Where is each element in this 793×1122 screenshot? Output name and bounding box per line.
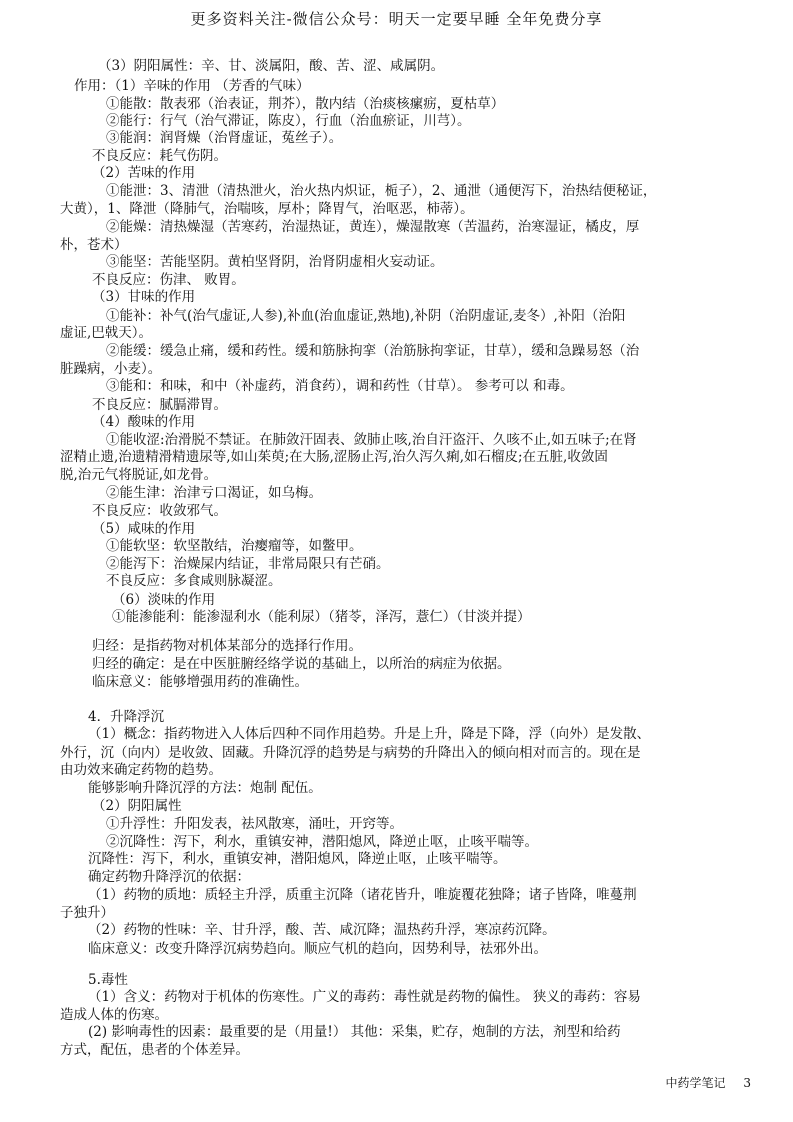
text-line: 方式，配伍，患者的个体差异。 (60, 1042, 249, 1058)
text-line: （3）甘味的作用 (92, 289, 196, 306)
text-line: 不良反应：腻膈滞胃。 (92, 396, 227, 413)
text-line: （2）阴阳属性 (92, 798, 182, 815)
text-line: 涩精止遗,治遗精滑精遗尿等,如山茱萸;在大肠,涩肠止泻,治久泻久痢,如石榴皮;在五脏,收敛固 (60, 449, 608, 466)
text-line: （5）咸味的作用 (92, 520, 196, 537)
text-line: （3）阴阳属性：辛、甘、淡属阳，酸、苦、涩、咸属阴。 (98, 58, 445, 74)
text-line: ②能缓：缓急止痛，缓和药性。缓和筋脉拘挛（治筋脉拘挛证，甘草），缓和急躁易怒（治 (106, 342, 640, 359)
text-line: 脏躁病，小麦）。 (60, 360, 162, 377)
text-line: ②能泻下：治燥屎内结证，非常局限只有芒硝。 (106, 555, 390, 572)
text-line: 造成人体的伤寒。 (60, 1006, 168, 1023)
text-line: ①能泄：3、清泄（清热泄火，治火热内炽证，栀子），2、通泄（通便泻下，治热结便秘证， (106, 182, 657, 199)
text-line: （2）苦味的作用 (92, 165, 196, 182)
text-line: ②沉降性：泻下，利水，重镇安神，潜阳熄风，降逆止呕，止咳平喘等。 (106, 833, 538, 850)
text-line: 不良反应：耗气伤阴。 (92, 147, 227, 164)
footer-title: 中药学笔记 (665, 1076, 726, 1090)
text-line: 大黄），1、降泄（降肺气，治喘咳，厚朴；降胃气，治呕恶，柿蒂）。 (60, 200, 474, 217)
text-line: 虚证,巴戟天）。 (60, 325, 153, 342)
page-header: 更多资料关注-微信公众号：明天一定要早睡 全年免费分享 (190, 10, 603, 28)
text-line: ②能行：行气（治气滞证，陈皮），行血（治血瘀证，川芎）。 (106, 112, 471, 129)
text-line: 4．升降浮沉 (88, 708, 165, 725)
text-line: ①能软坚：软坚散结，治瘿瘤等，如鳖甲。 (106, 538, 363, 555)
text-line: 临床意义：能够增强用药的准确性。 (92, 674, 308, 691)
text-line: （2）药物的性味：辛、甘升浮，酸、苦、咸沉降；温热药升浮，寒凉药沉降。 (88, 922, 556, 939)
text-line: 沉降性：泻下，利水，重镇安神，潜阳熄风，降逆止呕，止咳平喘等。 (88, 851, 507, 868)
text-line: ①能补：补气(治气虚证,人参),补血(治血虚证,熟地),补阴（治阴虚证,麦冬）,补阳（治阳 (106, 307, 626, 324)
text-line: 朴，苍术） (60, 236, 128, 253)
text-line: 临床意义：改变升降浮沉病势趋向。顺应气机的趋向，因势利导，祛邪外出。 (88, 940, 547, 957)
page-footer (652, 1074, 751, 1091)
text-line: ③能和：和味，和中（补虚药，消食药），调和药性（甘草）。 参考可以 和毒。 (106, 378, 574, 395)
text-line: ①能散：散表邪（治表证，荆芥），散内结（治痰核瘰疬，夏枯草） (106, 95, 505, 112)
text-line: 作用：（1）辛味的作用 （芳香的气味） (74, 78, 310, 95)
text-line: 由功效来确定药物的趋势。 (60, 762, 222, 779)
text-line: 不良反应：伤津、 败胃。 (92, 271, 245, 288)
text-line: 5.毒性 (88, 971, 128, 988)
text-line: （1）含义：药物对于机体的伤寒性。广义的毒药：毒性就是药物的偏性。 狭义的毒药：容易 (88, 989, 641, 1006)
text-line: 归经：是指药物对机体某部分的选择行作用。 (92, 637, 362, 654)
text-line: 脱,治元气将脱证,如龙骨。 (60, 466, 218, 483)
text-line: 归经的确定：是在中医脏腑经络学说的基础上，以所治的病症为依据。 (92, 656, 511, 672)
text-line: ①能收涩:治滑脱不禁证。在肺敛汗固表、敛肺止咳,治自汗盗汗、久咳不止,如五味子;在肾 (106, 431, 637, 448)
text-line: 确定药物升降浮沉的依据： (88, 868, 250, 885)
text-line: 外行，沉（向内）是收敛、固藏。升降沉浮的趋势是与病势的升降出入的倾向相对而言的。现在是 (60, 744, 641, 761)
text-line: ②能生津：治津亏口渴证，如乌梅。 (106, 484, 322, 501)
text-line: (2) 影响毒性的因素：最重要的是（用量!） 其他：采集，贮存，炮制的方法，剂型和给药 (88, 1024, 621, 1041)
text-line: （1）药物的质地：质轻主升浮，质重主沉降（诸花皆升，唯旋覆花独降；诸子皆降，唯蔓荆 (88, 887, 637, 904)
page-number: 3 (743, 1076, 751, 1090)
text-line: ②能燥：清热燥湿（苦寒药，治湿热证，黄连），燥湿散寒（苦温药，治寒湿证，橘皮，厚 (106, 218, 640, 235)
text-line: （1）概念：指药物进入人体后四种不同作用趋势。升是上升，降是下降，浮（向外）是发散、 (88, 726, 651, 743)
text-line: ③能润：润肾燥（治肾虚证，菟丝子）。 (106, 130, 343, 147)
text-line: （6）淡味的作用 (112, 591, 216, 608)
text-line: 能够影响升降沉浮的方法：炮制 配伍。 (88, 780, 322, 796)
text-line: 不良反应：多食咸则脉凝涩。 (106, 573, 282, 590)
text-line: 子独升） (60, 904, 114, 921)
text-line: ①能渗能利：能渗湿利水（能利尿）（猪苓，泽泻，薏仁）（甘淡并提） (112, 609, 531, 626)
text-line: （4）酸味的作用 (92, 414, 196, 431)
text-line: 不良反应：收敛邪气。 (92, 503, 227, 519)
text-line: ③能坚：苦能坚阴。黄柏坚肾阴，治肾阴虚相火妄动证。 (106, 254, 444, 271)
text-line: ①升浮性：升阳发表，祛风散寒，涌吐，开窍等。 (106, 816, 403, 832)
